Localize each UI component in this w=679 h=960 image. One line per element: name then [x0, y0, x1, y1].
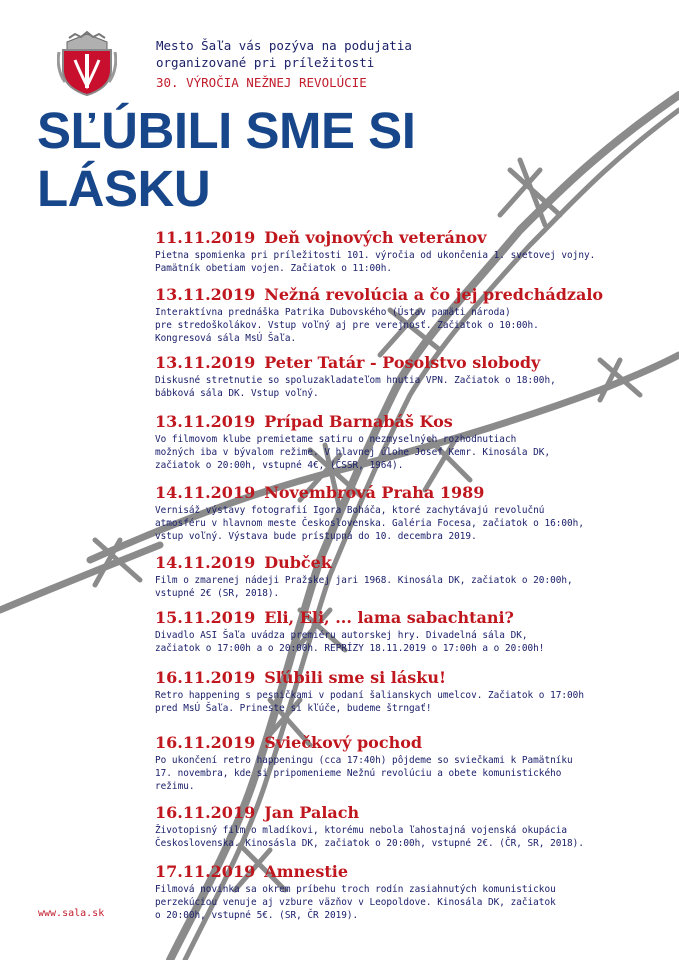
event-item: [155, 483, 670, 543]
event-description: Vo filmovom klube premietame satiru o nezmyselných rozhodnutiach možných iba v bývalom režime. V hlavnej úlohe Josef Kemr. Kinosála DK, začiatok o 20:00h, vstupné 4€, (ČSSR, 1964).: [155, 434, 551, 471]
event-name: Novembrová Praha 1989: [264, 483, 485, 502]
event-description: Retro happening s pesničkami v podaní šalianskych umelcov. Začiatok o 17:00h pred MsÚ Šaľa. Prineste si kľúče, budeme štrngať!: [155, 690, 584, 714]
event-description: Životopisný film o mladíkovi, ktorému nebola ľahostajná vojenská okupácia Československa. Kinosásla DK, začiatok o 20:00h, vstupné 2€. (ČR, SR, 2018).: [155, 825, 584, 849]
event-item: [155, 668, 670, 716]
event-date: 13.11.2019: [155, 353, 256, 372]
event-date: 16.11.2019: [155, 803, 256, 822]
event-name: Sviečkový pochod: [264, 733, 423, 752]
event-item: [155, 285, 670, 345]
event-name: Peter Tatár - Posolstvo slobody: [264, 353, 541, 372]
event-date: 16.11.2019: [155, 733, 256, 752]
event-description: Divadlo ASI Šaľa uvádza premiéru autorskej hry. Divadelná sála DK, začiatok o 17:00h a o 20:00h. REPRÍZY 18.11.2019 o 17:00h a o 20:00h!: [155, 630, 545, 654]
event-item: [155, 803, 670, 851]
event-name: Amnestie: [264, 862, 349, 881]
event-description: Filmová novinka sa okrem príbehu troch rodín zasiahnutých komunistickou perzekúciou venuje aj vzbure väzňov v Leopoldove. Kinosála DK, začiatok o 20:00h, vstupné 5€. (SR, ČR 2019).: [155, 884, 556, 921]
event-heading: [155, 483, 670, 503]
event-item: [155, 733, 670, 793]
event-heading: [155, 412, 670, 432]
event-item: [155, 862, 670, 922]
event-heading: [155, 553, 670, 573]
event-heading: [155, 803, 670, 823]
event-date: 13.11.2019: [155, 412, 256, 431]
event-name: Jan Palach: [264, 803, 360, 822]
event-name: Dubček: [264, 553, 332, 572]
event-item: [155, 228, 670, 276]
sala-coat-of-arms-icon: [57, 30, 117, 96]
event-description: Pietna spomienka pri príležitosti 101. výročia od ukončenia 1. svetovej vojny. Pamätník obetiam vojen. Začiatok o 11:00h.: [155, 250, 596, 274]
event-name: Nežná revolúcia a čo jej predchádzalo: [264, 285, 604, 304]
event-heading: [155, 353, 670, 373]
event-date: 11.11.2019: [155, 228, 256, 247]
event-heading: [155, 733, 670, 753]
invitation-text: [156, 37, 412, 71]
event-description: Po ukončení retro happeningu (cca 17:40h) pôjdeme so sviečkami k Pamätníku 17. novembra, kde si pripomenieme Nežnú revolúciu a obete komunistického režimu.: [155, 755, 573, 792]
event-name: Prípad Barnabáš Kos: [264, 412, 453, 431]
event-description: Diskusné stretnutie so spoluzakladateľom hnutia VPN. Začiatok o 18:00h, bábková sála DK. Vstup voľný.: [155, 375, 556, 399]
event-description: Interaktívna prednáška Patrika Dubovského (Ústav pamäti národa) pre stredoškolákov. Vstup voľný aj pre verejnosť. Začiatok o 10:00h. Kongresová sála MsÚ Šaľa.: [155, 307, 539, 344]
event-date: 17.11.2019: [155, 862, 256, 881]
website-link[interactable]: www.sala.sk: [38, 908, 105, 919]
title-line-2: LÁSKU: [37, 160, 211, 217]
event-date: 14.11.2019: [155, 553, 256, 572]
event-heading: [155, 228, 670, 248]
event-name: Sľúbili sme si lásku!: [264, 668, 446, 687]
poster-title: [37, 102, 415, 218]
event-description: Film o zmarenej nádeji Pražskej jari 1968. Kinosála DK, začiatok o 20:00h, vstupné 2€ (SR, 2018).: [155, 575, 573, 599]
event-item: [155, 553, 670, 601]
event-description: Vernisáž výstavy fotografií Igora Boháča, ktoré zachytávajú revolučnú atmosféru v hlavnom meste Československa. Galéria Focesa, začiatok o 16:00h, vstup voľný. Výstava bude prístupná do 10. decembra 2019.: [155, 505, 584, 542]
event-heading: [155, 285, 670, 305]
event-heading: [155, 862, 670, 882]
event-item: [155, 608, 670, 656]
event-date: 16.11.2019: [155, 668, 256, 687]
event-name: Eli, Eli, ... lama sabachtani?: [264, 608, 514, 627]
anniversary-subtitle: 30. VÝROČIA NEŽNEJ REVOLÚCIE: [156, 75, 367, 90]
invitation-line-2: organizované pri príležitosti: [156, 55, 375, 70]
event-date: 14.11.2019: [155, 483, 256, 502]
event-heading: [155, 608, 670, 628]
event-item: [155, 412, 670, 472]
event-date: 13.11.2019: [155, 285, 256, 304]
event-name: Deň vojnových veteránov: [264, 228, 487, 247]
event-date: 15.11.2019: [155, 608, 256, 627]
event-item: [155, 353, 670, 401]
event-heading: [155, 668, 670, 688]
title-line-1: SĽÚBILI SME SI: [37, 102, 416, 159]
invitation-line-1: Mesto Šaľa vás pozýva na podujatia: [156, 38, 412, 53]
